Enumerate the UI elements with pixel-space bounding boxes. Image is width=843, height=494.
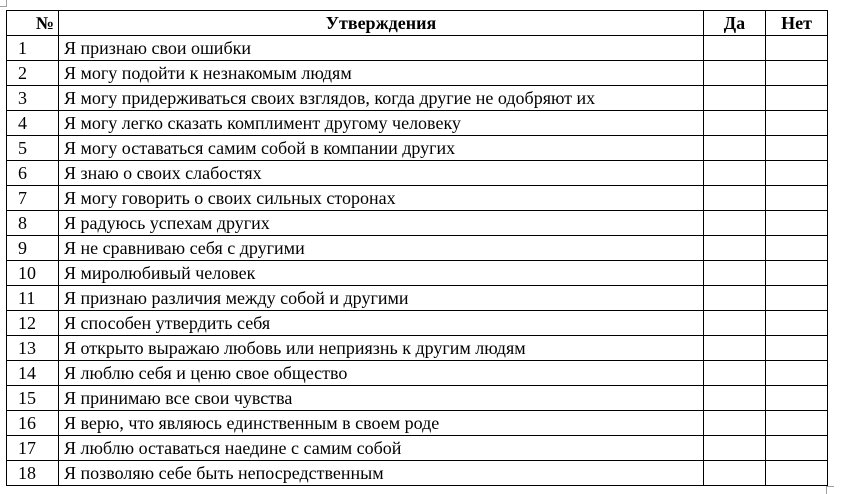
page-corner-marker-bottom — [826, 486, 834, 494]
row-statement: Я позволяю себе быть непосредственным — [59, 461, 704, 486]
row-no-cell[interactable] — [766, 286, 828, 311]
table-row — [7, 61, 828, 86]
table-row — [7, 411, 828, 436]
row-number: 4 — [7, 111, 59, 136]
row-number: 6 — [7, 161, 59, 186]
header-number: № — [7, 11, 59, 36]
row-no-cell[interactable] — [766, 311, 828, 336]
row-no-cell[interactable] — [766, 261, 828, 286]
row-yes-cell[interactable] — [704, 386, 766, 411]
table-row — [7, 111, 828, 136]
row-no-cell[interactable] — [766, 336, 828, 361]
row-no-cell[interactable] — [766, 461, 828, 486]
row-yes-cell[interactable] — [704, 161, 766, 186]
table-row — [7, 211, 828, 236]
row-yes-cell[interactable] — [704, 436, 766, 461]
row-no-cell[interactable] — [766, 111, 828, 136]
header-no: Нет — [766, 11, 828, 36]
row-yes-cell[interactable] — [704, 86, 766, 111]
table-row — [7, 361, 828, 386]
table-row — [7, 236, 828, 261]
row-no-cell[interactable] — [766, 86, 828, 111]
row-number: 15 — [7, 386, 59, 411]
table-row — [7, 36, 828, 61]
row-yes-cell[interactable] — [704, 211, 766, 236]
row-number: 3 — [7, 86, 59, 111]
row-number: 16 — [7, 411, 59, 436]
row-no-cell[interactable] — [766, 61, 828, 86]
row-statement: Я люблю себя и ценю свое общество — [59, 361, 704, 386]
table-row — [7, 336, 828, 361]
table-row — [7, 311, 828, 336]
row-no-cell[interactable] — [766, 236, 828, 261]
row-yes-cell[interactable] — [704, 36, 766, 61]
table-row — [7, 461, 828, 486]
table-row — [7, 261, 828, 286]
row-no-cell[interactable] — [766, 436, 828, 461]
table-row — [7, 161, 828, 186]
row-yes-cell[interactable] — [704, 461, 766, 486]
row-statement: Я могу легко сказать комплимент другому человеку — [59, 111, 704, 136]
header-yes: Да — [704, 11, 766, 36]
table-row — [7, 186, 828, 211]
row-no-cell[interactable] — [766, 411, 828, 436]
statements-table — [6, 10, 828, 486]
row-statement: Я признаю различия между собой и другими — [59, 286, 704, 311]
row-number: 14 — [7, 361, 59, 386]
row-statement: Я признаю свои ошибки — [59, 36, 704, 61]
table-row — [7, 86, 828, 111]
row-statement: Я миролюбивый человек — [59, 261, 704, 286]
row-number: 1 — [7, 36, 59, 61]
row-statement: Я люблю оставаться наедине с самим собой — [59, 436, 704, 461]
row-statement: Я не сравниваю себя с другими — [59, 236, 704, 261]
row-yes-cell[interactable] — [704, 286, 766, 311]
table-row — [7, 286, 828, 311]
row-yes-cell[interactable] — [704, 111, 766, 136]
table-row — [7, 386, 828, 411]
row-statement: Я радуюсь успехам других — [59, 211, 704, 236]
row-no-cell[interactable] — [766, 361, 828, 386]
row-statement: Я могу говорить о своих сильных сторонах — [59, 186, 704, 211]
row-number: 9 — [7, 236, 59, 261]
row-no-cell[interactable] — [766, 161, 828, 186]
row-number: 5 — [7, 136, 59, 161]
row-no-cell[interactable] — [766, 186, 828, 211]
row-statement: Я могу оставаться самим собой в компании других — [59, 136, 704, 161]
row-statement: Я могу придерживаться своих взглядов, когда другие не одобряют их — [59, 86, 704, 111]
row-yes-cell[interactable] — [704, 361, 766, 386]
row-yes-cell[interactable] — [704, 336, 766, 361]
row-yes-cell[interactable] — [704, 186, 766, 211]
page-corner-marker — [0, 0, 7, 7]
table-row — [7, 436, 828, 461]
row-number: 17 — [7, 436, 59, 461]
row-yes-cell[interactable] — [704, 261, 766, 286]
row-no-cell[interactable] — [766, 136, 828, 161]
row-statement: Я могу подойти к незнакомым людям — [59, 61, 704, 86]
row-number: 10 — [7, 261, 59, 286]
row-number: 2 — [7, 61, 59, 86]
row-number: 12 — [7, 311, 59, 336]
row-number: 18 — [7, 461, 59, 486]
row-statement: Я принимаю все свои чувства — [59, 386, 704, 411]
row-no-cell[interactable] — [766, 36, 828, 61]
row-number: 8 — [7, 211, 59, 236]
table-header-row — [7, 11, 828, 36]
row-statement: Я способен утвердить себя — [59, 311, 704, 336]
row-number: 11 — [7, 286, 59, 311]
row-statement: Я верю, что являюсь единственным в своем роде — [59, 411, 704, 436]
row-no-cell[interactable] — [766, 211, 828, 236]
row-statement: Я открыто выражаю любовь или неприязнь к другим людям — [59, 336, 704, 361]
row-yes-cell[interactable] — [704, 311, 766, 336]
row-number: 7 — [7, 186, 59, 211]
row-number: 13 — [7, 336, 59, 361]
row-yes-cell[interactable] — [704, 411, 766, 436]
header-statement: Утверждения — [59, 11, 704, 36]
table-row — [7, 136, 828, 161]
row-yes-cell[interactable] — [704, 236, 766, 261]
row-statement: Я знаю о своих слабостях — [59, 161, 704, 186]
row-no-cell[interactable] — [766, 386, 828, 411]
row-yes-cell[interactable] — [704, 61, 766, 86]
row-yes-cell[interactable] — [704, 136, 766, 161]
